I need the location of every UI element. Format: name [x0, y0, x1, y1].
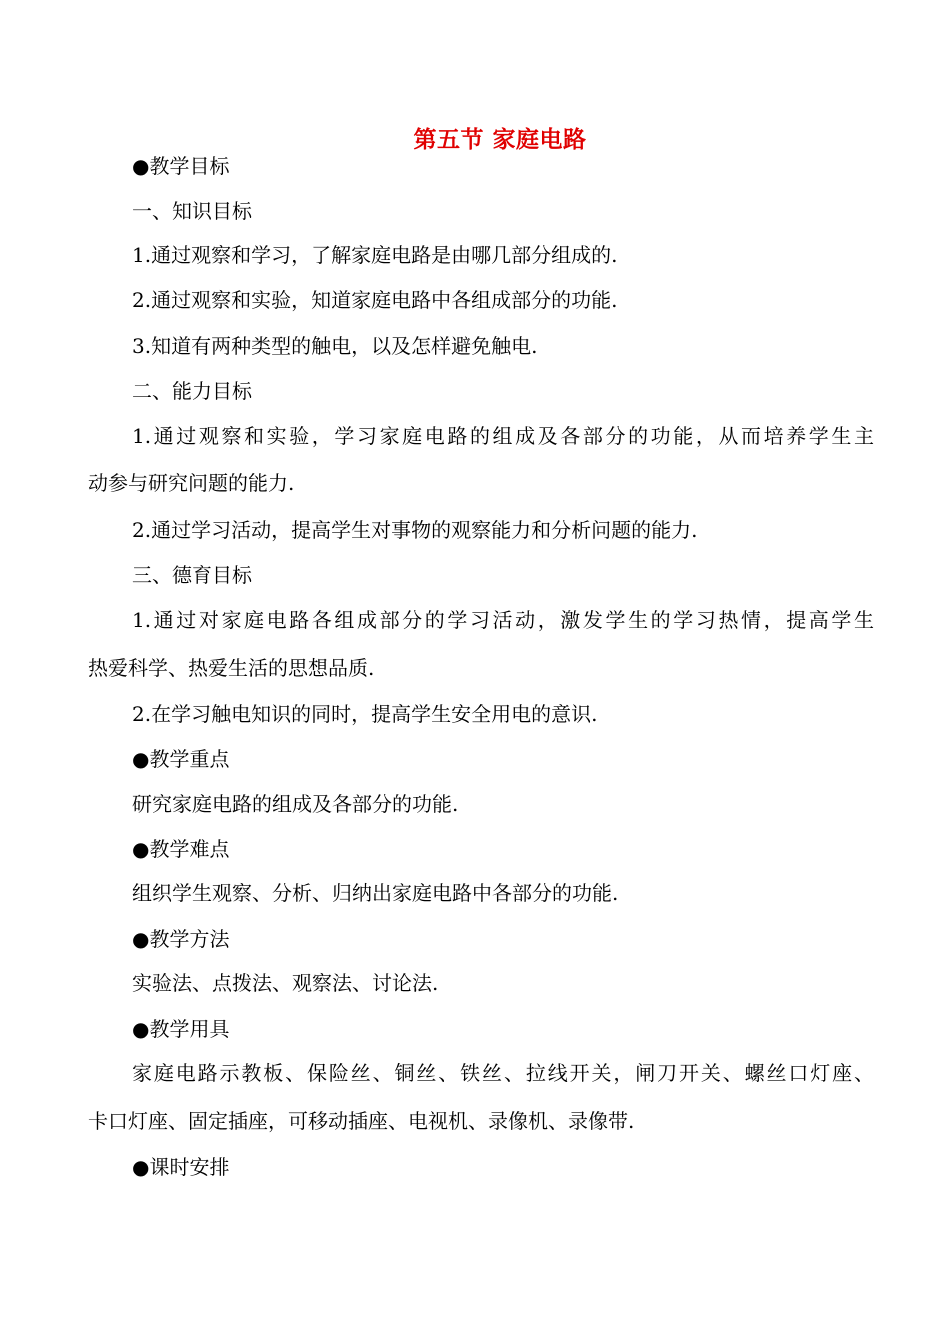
section-heading-methods: ●教学方法: [132, 927, 230, 951]
section-heading-schedule: ●课时安排: [132, 1155, 230, 1179]
ability-goal-1-line-2: 动参与研究问题的能力.: [88, 471, 295, 495]
section-heading-objectives: ●教学目标: [132, 154, 230, 178]
moral-goal-2: 2.在学习触电知识的同时，提高学生安全用电的意识.: [132, 702, 598, 726]
section-heading-key-points: ●教学重点: [132, 747, 230, 771]
section-heading-difficulties: ●教学难点: [132, 837, 230, 861]
moral-goal-1-line-1: 1.通过对家庭电路各组成部分的学习活动，激发学生的学习热情，提高学生: [132, 608, 874, 632]
key-points-text: 研究家庭电路的组成及各部分的功能.: [132, 792, 459, 816]
ability-goal-2: 2.通过学习活动，提高学生对事物的观察能力和分析问题的能力.: [132, 518, 698, 542]
section-heading-teaching-aids: ●教学用具: [132, 1017, 230, 1041]
teaching-aids-line-1: 家庭电路示教板、保险丝、铜丝、铁丝、拉线开关，闸刀开关、螺丝口灯座、: [132, 1061, 874, 1085]
subheading-knowledge-goals: 一、知识目标: [132, 199, 252, 223]
difficulties-text: 组织学生观察、分析、归纳出家庭电路中各部分的功能.: [132, 881, 619, 905]
moral-goal-1-line-2: 热爱科学、热爱生活的思想品质.: [88, 656, 375, 680]
methods-text: 实验法、点拨法、观察法、讨论法.: [132, 971, 439, 995]
knowledge-goal-2: 2.通过观察和实验，知道家庭电路中各组成部分的功能.: [132, 288, 618, 312]
ability-goal-1-line-1: 1.通过观察和实验，学习家庭电路的组成及各部分的功能，从而培养学生主: [132, 424, 874, 448]
knowledge-goal-3: 3.知道有两种类型的触电，以及怎样避免触电.: [132, 334, 538, 358]
page-title: 第五节 家庭电路: [413, 126, 587, 153]
teaching-aids-line-2: 卡口灯座、固定插座，可移动插座、电视机、录像机、录像带.: [88, 1109, 635, 1133]
knowledge-goal-1: 1.通过观察和学习，了解家庭电路是由哪几部分组成的.: [132, 243, 618, 267]
subheading-moral-goals: 三、德育目标: [132, 563, 252, 587]
subheading-ability-goals: 二、能力目标: [132, 379, 252, 403]
